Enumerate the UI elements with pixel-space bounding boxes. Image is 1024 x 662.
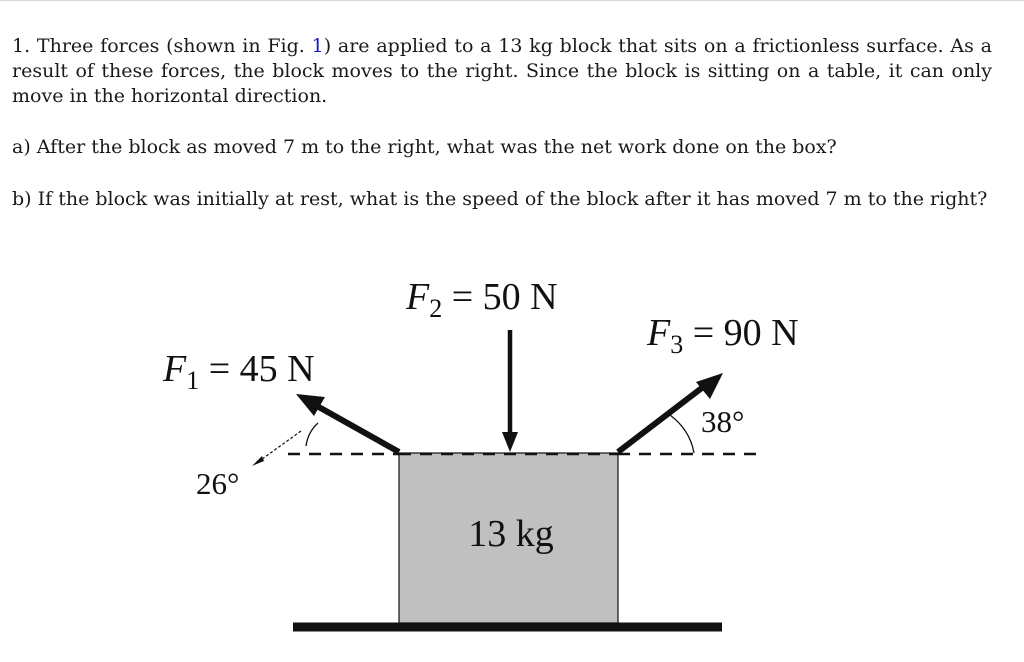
- f1-subscript: 1: [186, 366, 200, 395]
- problem-text-rest: ) are applied to a 13 kg block that sits on a frictionless surface. As a result of these forces, the block moves to the right. Since the block is sitting on a table, it can only move in the horizontal direction.: [12, 35, 992, 107]
- f1-angle-arc: [306, 423, 318, 446]
- problem-number: 1.: [12, 35, 31, 57]
- f1-arrow-shaft: [317, 406, 399, 452]
- f1-value: = 45 N: [199, 348, 315, 390]
- f3-subscript: 3: [670, 330, 684, 359]
- f3-symbol: F: [647, 312, 671, 354]
- f3-angle-arc: [670, 415, 694, 453]
- angle-label-f1: 26°: [196, 466, 240, 501]
- f2-subscript: 2: [429, 294, 443, 323]
- f3-value: = 90 N: [683, 312, 799, 354]
- figure-reference-link[interactable]: 1: [311, 35, 324, 57]
- angle-label-f3: 38°: [701, 404, 745, 439]
- f3-label: [646, 312, 799, 359]
- f1-label: [162, 348, 315, 395]
- question-part-b: b) If the block was initially at rest, what is the speed of the block after it has moved 7 m to the right?: [12, 188, 988, 210]
- f3-arrowhead: [696, 373, 723, 399]
- f2-value: = 50 N: [442, 276, 558, 318]
- problem-text-start: Three forces (shown in Fig.: [36, 35, 305, 57]
- f2-arrowhead: [502, 432, 518, 452]
- f1-angle-pointer: [258, 431, 301, 462]
- block-mass-label: 13 kg: [468, 513, 554, 555]
- f2-label: [405, 276, 558, 323]
- f3-arrow-shaft: [618, 384, 707, 452]
- f1-angle-pointer-head: [252, 456, 264, 466]
- f1-symbol: F: [163, 348, 187, 390]
- question-part-a: a) After the block as moved 7 m to the right, what was the net work done on the box?: [12, 136, 837, 158]
- f2-symbol: F: [406, 276, 430, 318]
